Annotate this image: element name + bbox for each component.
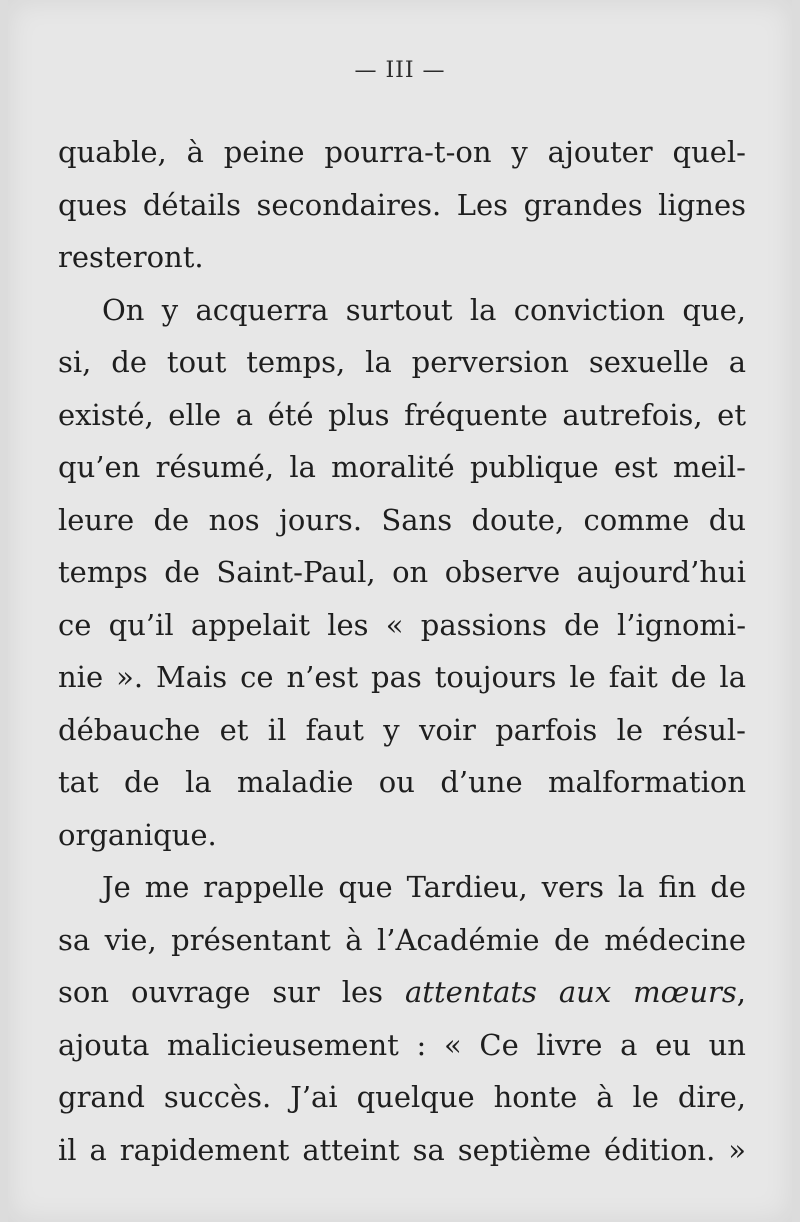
text-line: nie ». Mais ce n’est pas toujours le fait de la [58, 660, 746, 694]
book-page [8, 0, 792, 1222]
text-line: ques détails secondaires. Les grandes lignes [58, 187, 746, 222]
text-line: ce qu’il appelait les « passions de l’ignomi- [58, 607, 746, 642]
text-line: temps de Saint-Paul, on observe aujourd’hui [58, 555, 746, 589]
text-line: grand succès. J’ai quelque honte à le dire, [58, 1080, 746, 1114]
text-line: leure de nos jours. Sans doute, comme du [58, 502, 746, 537]
text-line: organique. [58, 817, 217, 852]
text-line: qu’en résumé, la moralité publique est meil- [58, 450, 746, 484]
text-segment: son ouvrage sur les [58, 975, 406, 1009]
text-line: débauche et il faut y voir parfois le résul- [58, 712, 746, 747]
text-segment: , [736, 975, 746, 1009]
text-line: si, de tout temps, la perversion sexuelle a [58, 345, 746, 379]
text-line: resteront. [58, 240, 204, 274]
text-line: il a rapidement atteint sa septième édition. » [58, 1132, 746, 1167]
text-line: existé, elle a été plus fréquente autrefois, et [58, 397, 746, 432]
body-text [58, 126, 746, 1176]
text-line: tat de la maladie ou d’une malformation [58, 765, 746, 799]
text-line: ajouta malicieusement : « Ce livre a eu un [58, 1027, 746, 1062]
text-line: On y acquerra surtout la conviction que, [102, 292, 746, 327]
text-line: Je me rappelle que Tardieu, vers la fin de [102, 870, 746, 904]
italic-title: attentats aux mœurs [405, 975, 737, 1009]
text-line: sa vie, présentant à l’Académie de médecine [58, 922, 746, 957]
text-line [58, 966, 746, 1019]
page-number: — III — [354, 58, 446, 83]
text-line: quable, à peine pourra-t-on y ajouter quel- [58, 135, 746, 169]
